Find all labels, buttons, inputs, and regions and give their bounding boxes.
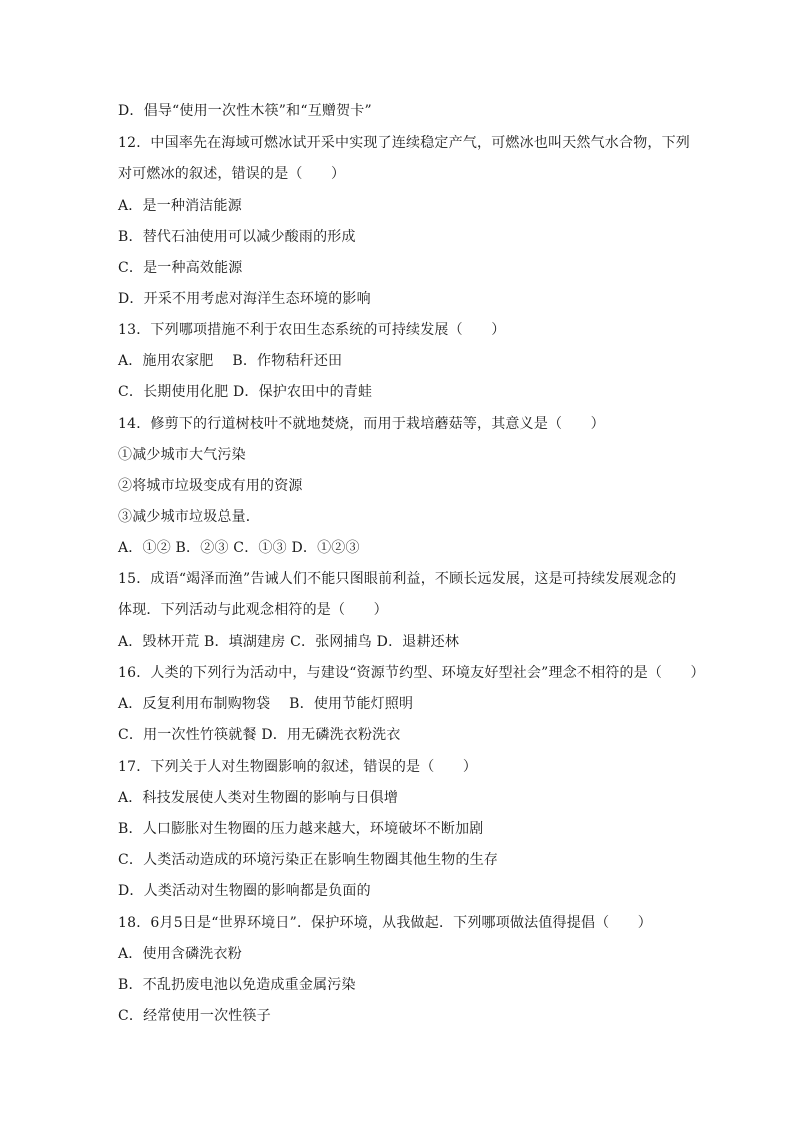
options-cd-q13: C．长期使用化肥 D．保护农田中的青蛙 <box>118 384 373 400</box>
options-q14: A．①② B．②③ C．①③ D．①②③ <box>118 540 360 556</box>
statement-1-q14: ①减少城市大气污染 <box>118 447 246 463</box>
option-c-q12: C．是一种高效能源 <box>118 260 243 276</box>
option-d-q17: D．人类活动对生物圈的影响都是负面的 <box>118 883 371 899</box>
option-a-q18: A．使用含磷洗衣粉 <box>118 946 242 962</box>
option-d-q12: D．开采不用考虑对海洋生态环境的影响 <box>118 291 371 307</box>
option-b-q17: B．人口膨胀对生物圈的压力越来越大，环境破坏不断加剧 <box>118 821 484 837</box>
option-c-q18: C．经常使用一次性筷子 <box>118 1008 271 1024</box>
option-b-q18: B．不乱扔废电池以免造成重金属污染 <box>118 977 356 993</box>
question-15-line1: 15．成语“竭泽而渔”告诫人们不能只图眼前利益，不顾长远发展，这是可持续发展观念的 <box>118 571 677 587</box>
question-12-line2: 对可燃冰的叙述，错误的是（ ） <box>118 166 346 182</box>
question-12-line1: 12．中国率先在海域可燃冰试开采中实现了连续稳定产气，可燃冰也叫天然气水合物，下列 <box>118 135 691 151</box>
options-ab-q13: A．施用农家肥 B．作物秸秆还田 <box>118 353 343 369</box>
question-18: 18．6月5日是“世界环境日”．保护环境，从我做起．下列哪项做法值得提倡（ ） <box>118 915 652 931</box>
option-a-q17: A．科技发展使人类对生物圈的影响与日俱增 <box>118 790 399 806</box>
question-14: 14．修剪下的行道树枝叶不就地焚烧，而用于栽培蘑菇等，其意义是（ ） <box>118 416 605 432</box>
question-17: 17．下列关于人对生物圈影响的叙述，错误的是（ ） <box>118 759 478 775</box>
question-13: 13．下列哪项措施不利于农田生态系统的可持续发展（ ） <box>118 322 506 338</box>
option-a-q12: A．是一种消洁能源 <box>118 198 242 214</box>
option-b-q12: B．替代石油使用可以减少酸雨的形成 <box>118 229 356 245</box>
question-16: 16．人类的下列行为活动中，与建设“资源节约型、环境友好型社会”理念不相符的是（ ） <box>118 665 705 681</box>
options-ab-q16: A．反复利用布制购物袋 B．使用节能灯照明 <box>118 696 414 712</box>
question-15-line2: 体现．下列活动与此观念相符的是（ ） <box>118 602 388 618</box>
statement-2-q14: ②将城市垃圾变成有用的资源 <box>118 478 303 494</box>
statement-3-q14: ③减少城市垃圾总量． <box>118 509 260 525</box>
options-cd-q16: C．用一次性竹筷就餐 D．用无磷洗衣粉洗衣 <box>118 727 401 743</box>
option-c-q17: C．人类活动造成的环境污染正在影响生物圈其他生物的生存 <box>118 852 499 868</box>
options-q15: A．毁林开荒 B．填湖建房 C．张网捕鸟 D．退耕还林 <box>118 634 460 650</box>
option-d-q11: D．倡导“使用一次性木筷”和“互赠贺卡” <box>118 103 372 119</box>
